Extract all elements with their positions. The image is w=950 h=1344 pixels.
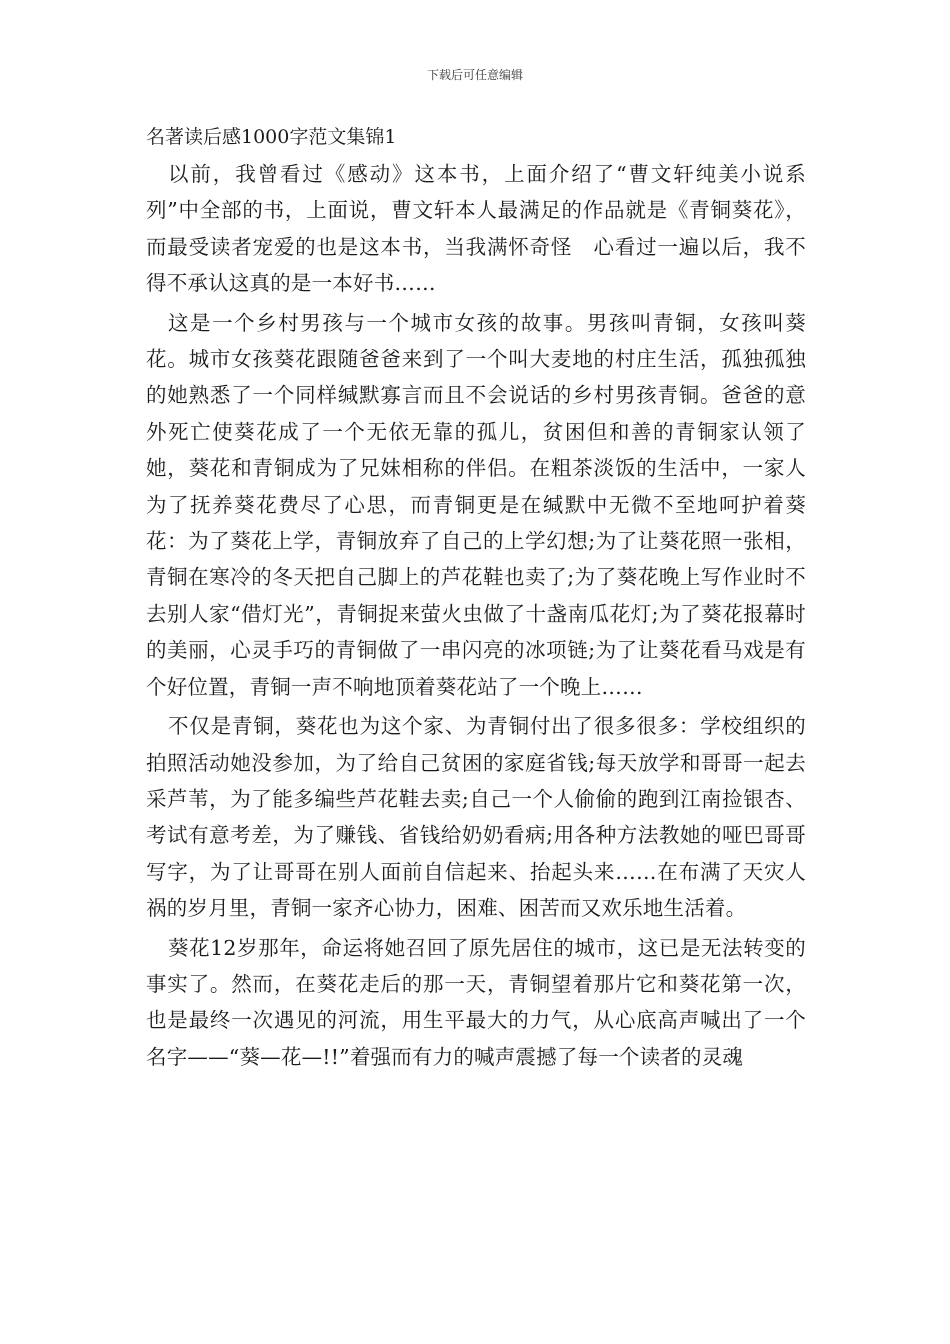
paragraph-4: 葵花12岁那年，命运将她召回了原先居住的城市，这已是无法转变的事实了。然而，在葵花走后的那一天，青铜望着那片它和葵花第一次，也是最终一次遇见的河流，用生平最大的力气，从心底高声喊出了一个名字——“葵—花—!!”着强而有力的喊声震撼了每一个读者的灵魂: [146, 935, 806, 1069]
paragraph-2: 这是一个乡村男孩与一个城市女孩的故事。男孩叫青铜，女孩叫葵花。城市女孩葵花跟随爸爸来到了一个叫大麦地的村庄生活，孤独孤独 的她熟悉了一个同样缄默寡言而且不会说话的乡村男孩青铜。爸爸的意外死亡使葵花成了一个无依无靠的孤儿，贫困但和善的青铜家认领了她，葵花和青铜成为了兄妹相称的伴侣。在粗茶淡饭的生活中，一家人为了抚养葵花费尽了心思，而青铜更是在缄默中无微不至地呵护着葵花：为了葵花上学，青铜放弃了自己的上学幻想;为了让葵花照一张相，青铜在寒冷的冬天把自己脚上的芦花鞋也卖了;为了葵花晚上写作业时不去别人家“借灯光”，青铜捉来萤火虫做了十盏南瓜花灯;为了葵花报幕时的美丽，心灵手巧的青铜做了一串闪亮的冰项链;为了让葵花看马戏是有个好位置，青铜一声不响地顶着葵花站了一个晚上……: [146, 310, 848, 699]
paragraph-1: 以前，我曾看过《感动》这本书，上面介绍了“曹文轩纯美小说系列”中全部的书，上面说，曹文轩本人最满足的作品就是《青铜葵花》，而最受读者宠爱的也是这本书，当我满怀奇怪 心看过一遍以后，我不得不承认这真的是一本好书……: [146, 162, 806, 296]
page-header: 下载后可任意编辑: [426, 68, 523, 82]
document-title: 名著读后感1000字范文集锦1: [146, 126, 397, 148]
paragraph-3: 不仅是青铜，葵花也为这个家、为青铜付出了很多很多：学校组织的拍照活动她没参加，为了给自己贫困的家庭省钱;每天放学和哥哥一起去采芦苇，为了能多编些芦花鞋去卖;自己一个人偷偷的跑到江南捡银杏、考试有意考差，为了赚钱、省钱给奶奶看病;用各种方法教她的哑巴哥哥写字，为了让哥哥在别人面前自信起来、抬起头来……在布满了天灾人祸的岁月里，青铜一家齐心协力，困难、困苦而又欢乐地生活着。: [146, 714, 806, 921]
document-body: [146, 124, 848, 1078]
